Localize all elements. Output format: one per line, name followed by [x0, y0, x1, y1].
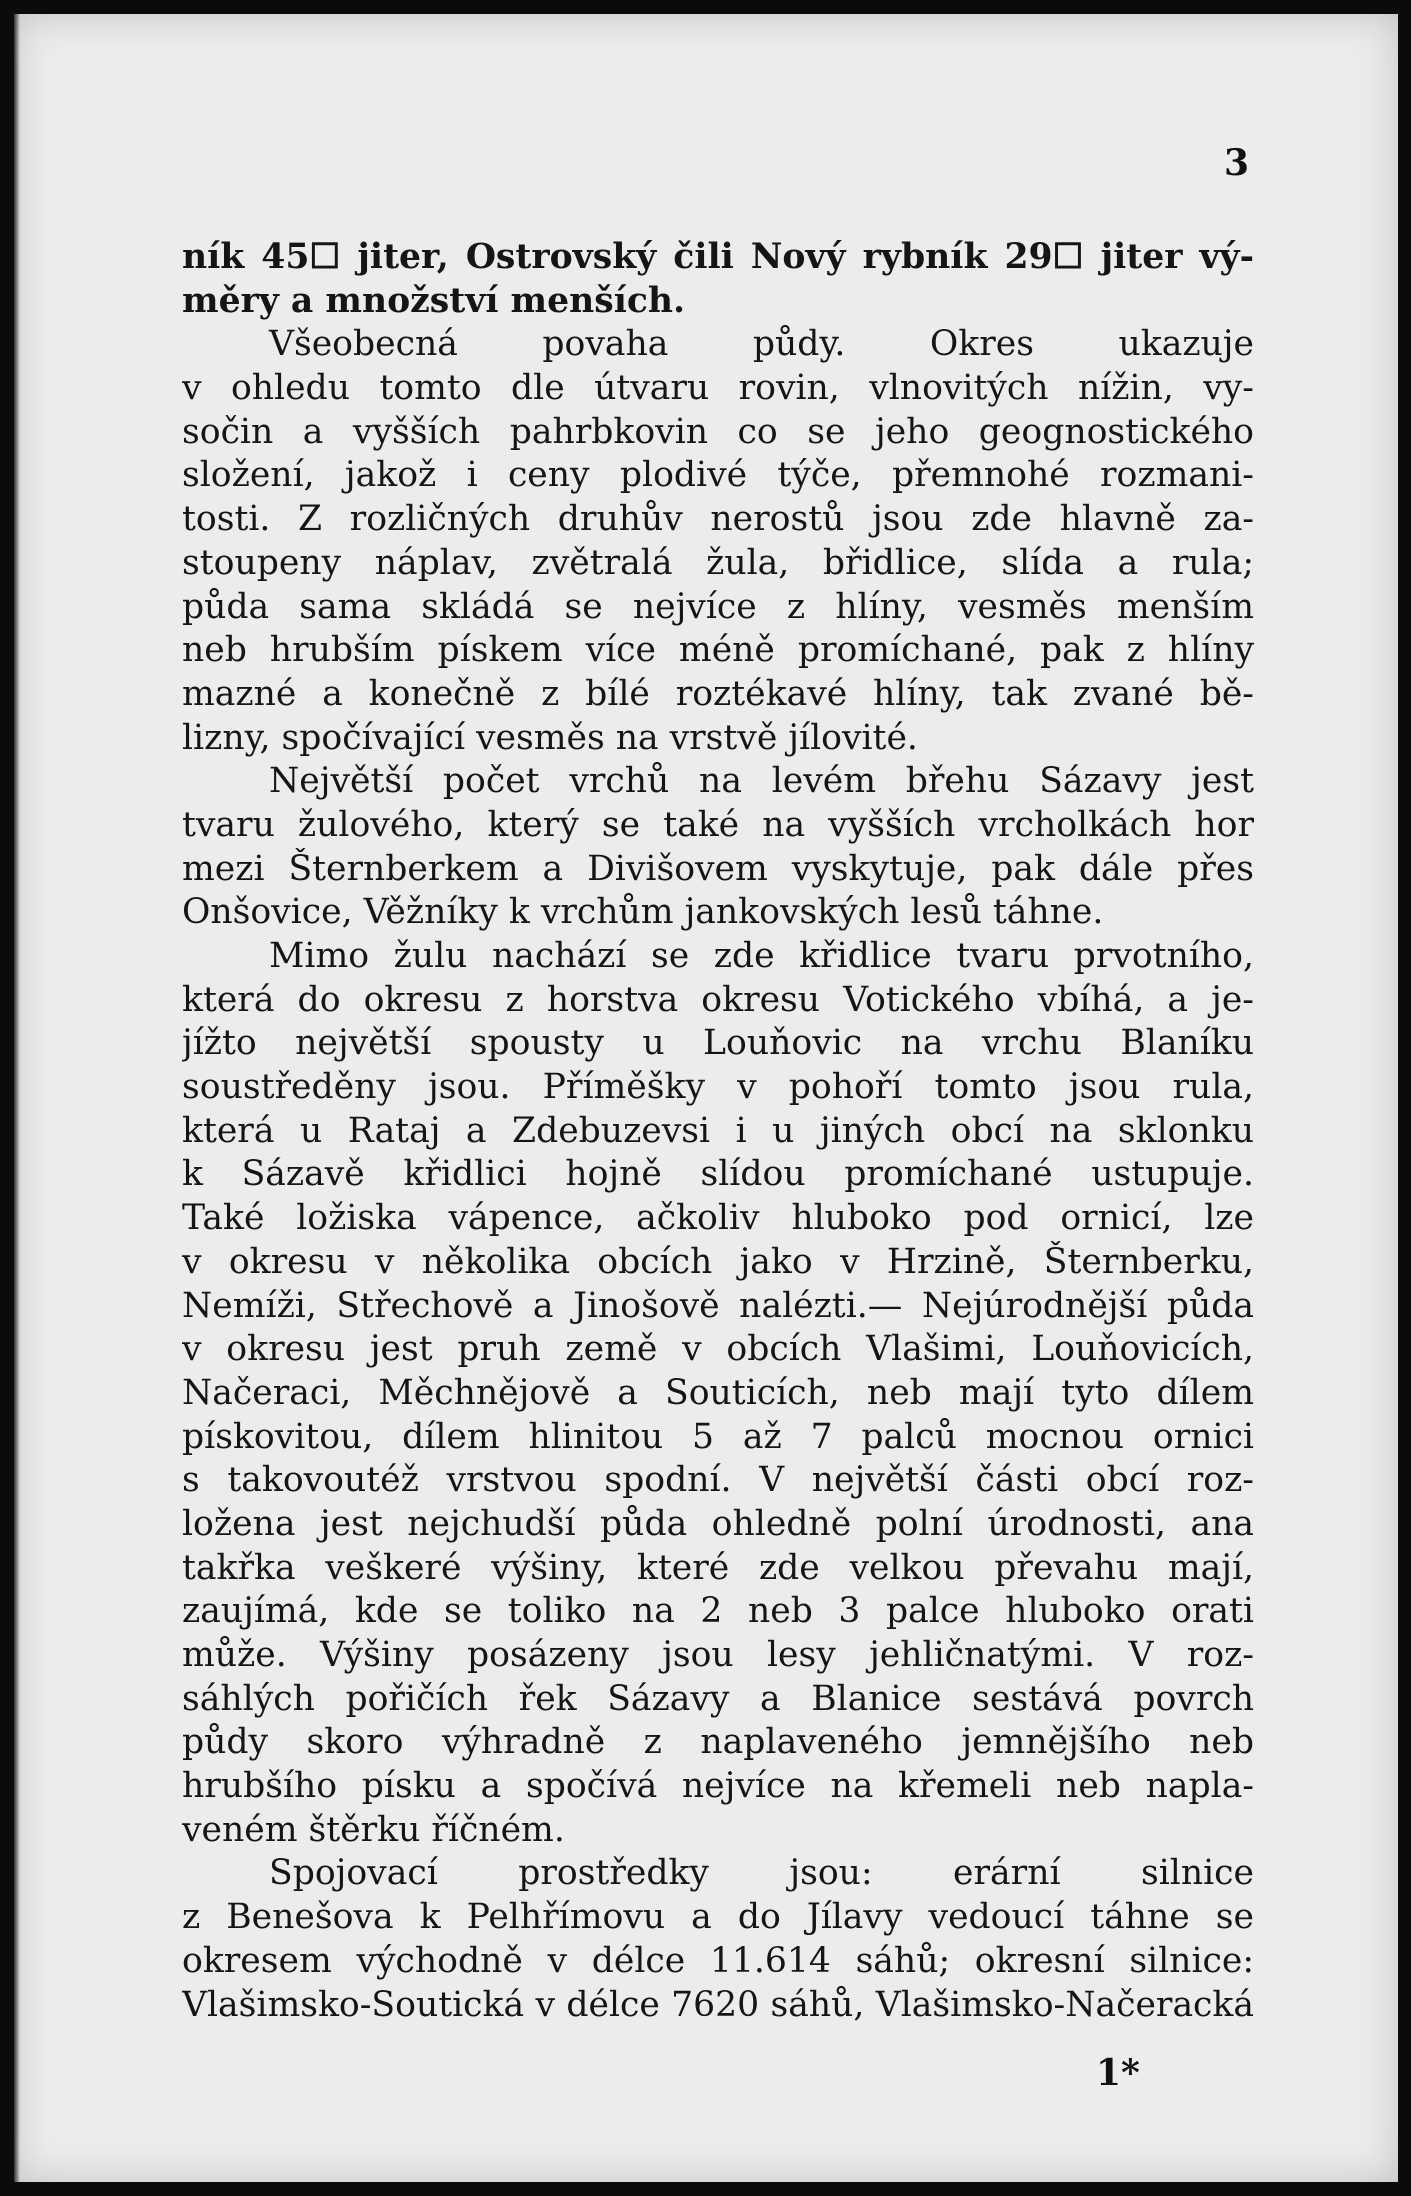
text-line: veném štěrku říčném.: [182, 1809, 565, 1850]
page-number: 3: [1224, 142, 1250, 184]
text-line: zaujímá, kde se toliko na 2 neb 3 palce hluboko orati: [182, 1591, 1254, 1632]
text-line: může. Výšiny posázeny jsou lesy jehličnatými. V roz-: [182, 1635, 1254, 1675]
text-line: měry a množství menších.: [182, 280, 686, 321]
text-line: Onšovice, Věžníky k vrchům jankovských lesů táhne.: [182, 892, 1104, 933]
signature-mark: 1*: [1096, 2052, 1140, 2094]
text-line: půda sama skládá se nejvíce z hlíny, vesměs menším: [182, 586, 1254, 627]
text-line: v ohledu tomto dle útvaru rovin, vlnovitých nížin, vy-: [182, 368, 1254, 409]
text-line: Mimo žulu nachází se zde křidlice tvaru prvotního,: [269, 936, 1254, 976]
text-line: stoupeny náplav, zvětralá žula, břidlice, slída a rula;: [182, 542, 1254, 583]
page-spine-shadow: [14, 14, 20, 2182]
text-line: sáhlých pořičích řek Sázavy a Blanice sestává povrch: [182, 1678, 1254, 1719]
book-page: [14, 14, 1398, 2182]
text-line: takřka veškeré výšiny, které zde velkou převahu mají,: [182, 1547, 1254, 1588]
text-line: mazné a konečně z bílé roztékavé hlíny, tak zvané bě-: [182, 673, 1254, 714]
text-line: z Benešova k Pelhřímovu a do Jílavy vedoucí táhne se: [182, 1897, 1254, 1938]
text-line: okresem východně v délce 11.614 sáhů; okresní silnice:: [182, 1940, 1254, 1981]
text-line: Všeobecná povaha půdy. Okres ukazuje: [269, 324, 1254, 365]
text-line: Také ložiska vápence, ačkoliv hluboko pod ornicí, lze: [182, 1198, 1254, 1239]
text-line: Načeraci, Měchnějově a Souticích, neb mají tyto dílem: [182, 1372, 1254, 1413]
text-line: Vlašimsko-Soutická v délce 7620 sáhů, Vlašimsko-Načeracká: [182, 1984, 1254, 2025]
text-line: Největší počet vrchů na levém břehu Sázavy jest: [269, 761, 1254, 802]
text-line: neb hrubším pískem více méně promíchané, pak z hlíny: [182, 630, 1254, 671]
text-line: pískovitou, dílem hlinitou 5 až 7 palců mocnou ornici: [182, 1416, 1254, 1457]
text-line: ložena jest nejchudší půda ohledně polní úrodnosti, ana: [182, 1503, 1254, 1544]
text-line: s takovoutéž vrstvou spodní. V největší části obcí roz-: [182, 1460, 1254, 1501]
text-line: hrubšího písku a spočívá nejvíce na křemeli neb napla-: [182, 1766, 1254, 1807]
text-line: sočin a vyšších pahrbkovin co se jeho geognostického: [182, 411, 1254, 452]
text-line: v okresu v několika obcích jako v Hrzině, Šternberku,: [182, 1241, 1254, 1282]
text-line: tvaru žulového, který se také na vyšších vrcholkách hor: [182, 804, 1254, 845]
text-line: v okresu jest pruh země v obcích Vlašimi, Louňovicích,: [182, 1329, 1254, 1370]
text-line: Nemíži, Střechově a Jinošově nalézti.— Nejúrodnější půda: [182, 1285, 1254, 1326]
text-line: Spojovací prostředky jsou: erární silnice: [269, 1853, 1254, 1894]
text-line: půdy skoro výhradně z naplaveného jemnějšího neb: [182, 1722, 1254, 1763]
text-line: která u Rataj a Zdebuzevsi i u jiných obcí na sklonku: [182, 1110, 1254, 1151]
text-line: ník 45☐ jiter, Ostrovský čili Nový rybník 29☐ jiter vý-: [182, 237, 1254, 277]
text-line: k Sázavě křidlici hojně slídou promíchané ustupuje.: [182, 1154, 1254, 1195]
body-text: [182, 236, 1254, 2027]
text-line: mezi Šternberkem a Divišovem vyskytuje, pak dále přes: [182, 848, 1254, 889]
text-line: lizny, spočívající vesměs na vrstvě jílovité.: [182, 717, 918, 758]
text-line: jížto největší spousty u Louňovic na vrchu Blaníku: [182, 1023, 1254, 1064]
text-line: složení, jakož i ceny plodivé týče, přemnohé rozmani-: [182, 455, 1254, 496]
text-line: tosti. Z rozličných druhův nerostů jsou zde hlavně za-: [182, 499, 1254, 540]
text-line: soustředěny jsou. Příměšky v pohoří tomto jsou rula,: [182, 1067, 1254, 1108]
text-line: která do okresu z horstva okresu Votického vbíhá, a je-: [182, 979, 1254, 1020]
